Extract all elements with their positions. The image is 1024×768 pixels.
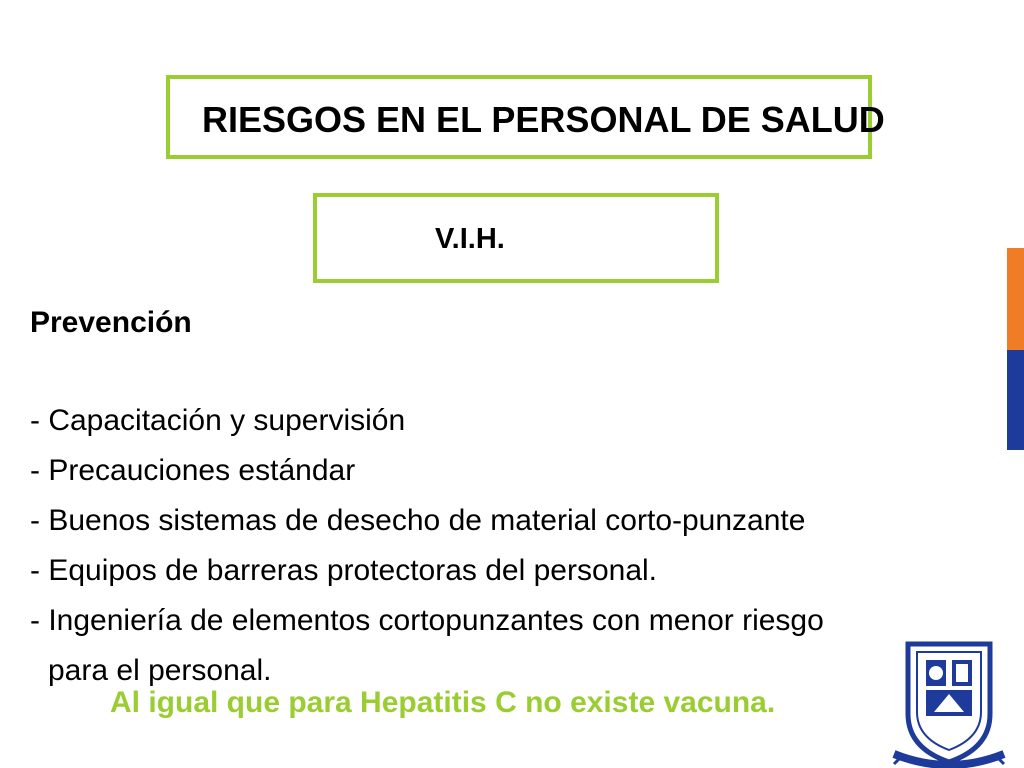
slide-subtitle: V.I.H.: [435, 223, 505, 255]
list-item: - Precauciones estándar: [30, 454, 356, 487]
side-bar-orange: [1007, 248, 1024, 350]
list-item: - Capacitación y supervisión: [30, 404, 406, 437]
slide-title: RIESGOS EN EL PERSONAL DE SALUD: [202, 99, 885, 140]
vaccine-note: Al igual que para Hepatitis C no existe vacuna.: [110, 686, 776, 719]
side-bar-blue: [1007, 350, 1024, 450]
list-item: - Buenos sistemas de desecho de material corto-punzante: [30, 504, 806, 537]
university-crest-icon: [890, 636, 1008, 768]
list-item: - Ingeniería de elementos cortopunzantes con menor riesgo: [30, 604, 824, 637]
list-item: - Equipos de barreras protectoras del personal.: [30, 554, 658, 587]
prevention-list: [30, 396, 824, 696]
subtitle-frame: [313, 193, 719, 283]
list-item-continuation: para el personal.: [48, 654, 272, 687]
section-heading: Prevención: [30, 306, 192, 339]
